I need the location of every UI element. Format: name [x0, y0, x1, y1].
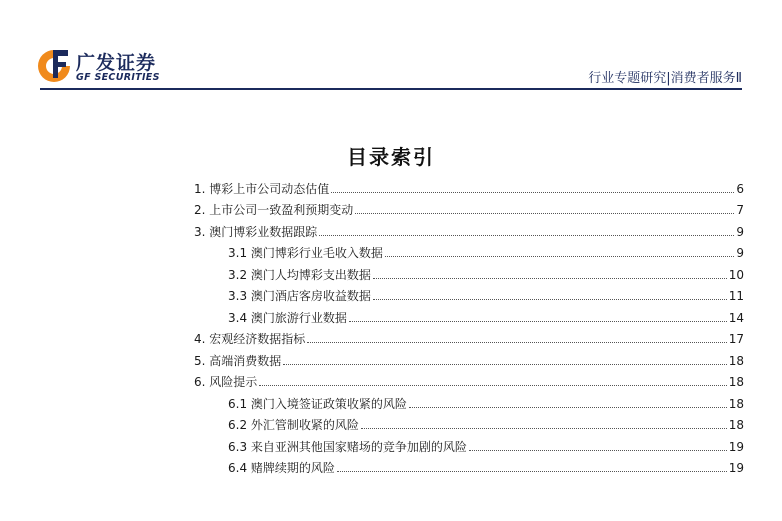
- toc-entry-page: 14: [728, 310, 744, 325]
- toc-entry-label: 3.2 澳门人均博彩支出数据: [228, 267, 371, 282]
- gf-logo-icon: [36, 48, 72, 84]
- toc-dot-leader: [319, 235, 734, 236]
- toc-dot-leader: [349, 321, 727, 322]
- toc-dot-leader: [331, 192, 734, 193]
- toc-entry[interactable]: [194, 239, 744, 261]
- toc-entry-page: 19: [728, 461, 744, 475]
- toc-dot-leader: [337, 471, 727, 472]
- toc-entry-page: 18: [728, 353, 744, 368]
- toc-entry[interactable]: [194, 454, 744, 476]
- toc-entry[interactable]: [194, 325, 744, 347]
- toc-entry[interactable]: [194, 282, 744, 304]
- toc-dot-leader: [373, 299, 727, 300]
- toc-entry[interactable]: [194, 411, 744, 433]
- logo-chinese-name: 广发证券: [76, 52, 157, 74]
- logo-english-name: GF SECURITIES: [76, 72, 160, 83]
- toc-entry-page: 17: [728, 332, 744, 346]
- toc-entry-page: 18: [728, 375, 744, 389]
- toc-entry-page: 19: [728, 439, 744, 454]
- toc-dot-leader: [283, 364, 726, 365]
- toc-entry[interactable]: [194, 389, 744, 411]
- toc-entry[interactable]: [194, 260, 744, 282]
- toc-dot-leader: [259, 385, 726, 386]
- toc-dot-leader: [373, 278, 727, 279]
- toc-entry[interactable]: [194, 368, 744, 390]
- toc-entry-page: 9: [736, 224, 744, 239]
- toc-entry[interactable]: [194, 432, 744, 454]
- toc-entry-label: 5. 高端消费数据: [194, 353, 282, 368]
- toc-entry[interactable]: [194, 174, 744, 196]
- toc-entry-label: 3.1 澳门博彩行业毛收入数据: [228, 246, 383, 260]
- toc-entry-page: 18: [728, 418, 744, 432]
- toc-entry-label: 4. 宏观经济数据指标: [194, 332, 306, 346]
- company-logo: [36, 48, 176, 88]
- toc-entry[interactable]: [194, 217, 744, 239]
- toc-dot-leader: [409, 407, 727, 408]
- report-category: 行业专题研究|消费者服务Ⅱ: [588, 71, 742, 86]
- toc-entry-label: 6.4 赌牌续期的风险: [228, 461, 335, 475]
- toc-entry-label: 3.4 澳门旅游行业数据: [228, 310, 347, 325]
- table-of-contents: [194, 174, 744, 475]
- toc-entry-label: 6.1 澳门入境签证政策收紧的风险: [228, 396, 407, 411]
- toc-entry-label: 1. 博彩上市公司动态估值: [194, 181, 330, 196]
- toc-dot-leader: [361, 428, 727, 429]
- toc-dot-leader: [355, 213, 734, 214]
- toc-entry-label: 6.2 外汇管制收紧的风险: [228, 418, 359, 432]
- toc-entry-page: 6: [736, 181, 744, 196]
- toc-entry[interactable]: [194, 303, 744, 325]
- toc-title: 目录索引: [347, 145, 435, 169]
- toc-entry-label: 6. 风险提示: [194, 375, 258, 389]
- toc-entry-label: 3.3 澳门酒店客房收益数据: [228, 289, 371, 303]
- toc-entry[interactable]: [194, 346, 744, 368]
- page-header: [0, 0, 782, 92]
- toc-dot-leader: [469, 450, 727, 451]
- toc-dot-leader: [385, 256, 734, 257]
- toc-entry-page: 18: [728, 396, 744, 411]
- toc-dot-leader: [307, 342, 726, 343]
- toc-entry-label: 2. 上市公司一致盈利预期变动: [194, 203, 354, 217]
- header-divider: [40, 88, 742, 90]
- toc-entry-page: 7: [736, 203, 744, 217]
- toc-entry[interactable]: [194, 196, 744, 218]
- toc-entry-page: 9: [736, 246, 744, 260]
- toc-entry-page: 10: [728, 267, 744, 282]
- toc-entry-label: 6.3 来自亚洲其他国家赌场的竞争加剧的风险: [228, 439, 467, 454]
- toc-entry-label: 3. 澳门博彩业数据跟踪: [194, 224, 318, 239]
- toc-entry-page: 11: [728, 289, 744, 303]
